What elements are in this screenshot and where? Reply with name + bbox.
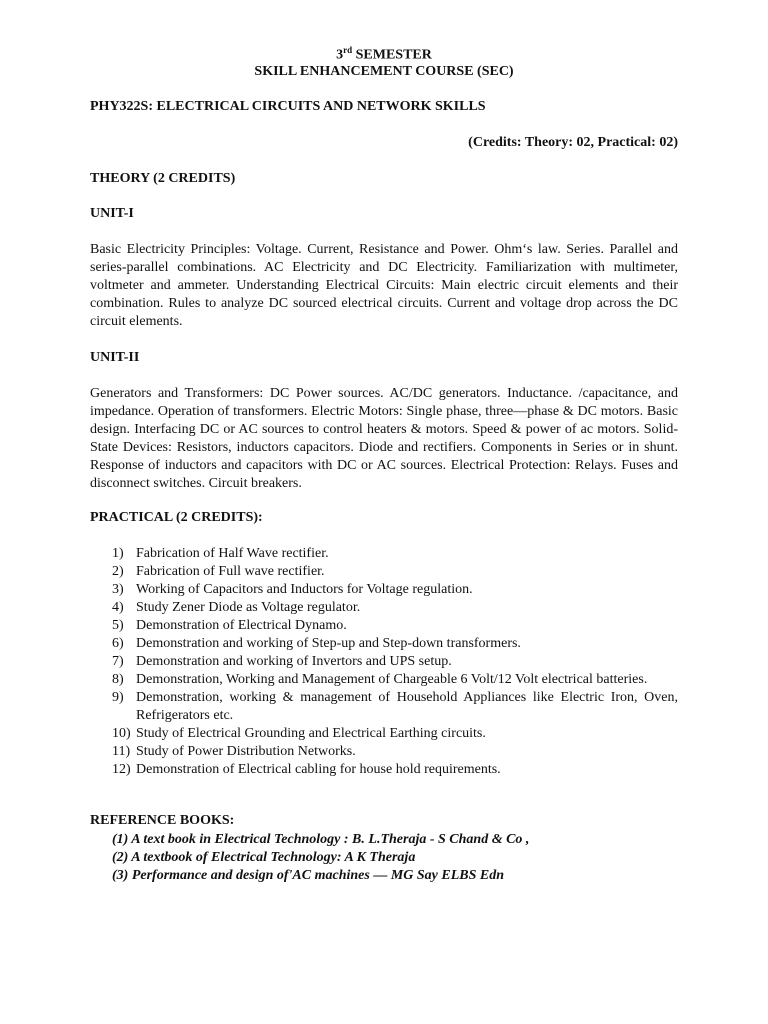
- credits-line: (Credits: Theory: 02, Practical: 02): [468, 135, 678, 150]
- semester-number: 3: [336, 47, 344, 63]
- reference-item: (2) A textbook of Electrical Technology: A K Theraja: [112, 850, 416, 865]
- list-item: 10) Study of Electrical Grounding and Electrical Earthing circuits.: [112, 726, 486, 741]
- unit-1-heading: UNIT-I: [90, 206, 134, 221]
- references-heading: REFERENCE BOOKS:: [90, 813, 235, 828]
- reference-list: [112, 831, 678, 885]
- list-item: 1) Fabrication of Half Wave rectifier.: [112, 546, 329, 561]
- list-item: 8) Demonstration, Working and Management of Chargeable 6 Volt/12 Volt electrical batteries.: [112, 672, 648, 687]
- unit-1-text: Basic Electricity Principles: Voltage. Current, Resistance and Power. Ohm‘s law. Series. Parallel and series-parallel combinations. AC Electricity and DC Electricity. Familiarization with multimeter, voltmeter and ammeter. Understanding Electrical Circuits: Main electric circuit elements and their combination. Rules to analyze DC sourced electrical circuits. Current and voltage drop across the DC circuit elements.: [90, 242, 678, 329]
- list-item: 11) Study of Power Distribution Networks.: [112, 744, 356, 759]
- course-heading: SKILL ENHANCEMENT COURSE (SEC): [254, 64, 514, 79]
- list-item: 6) Demonstration and working of Step-up and Step-down transformers.: [112, 636, 521, 651]
- list-item: 4) Study Zener Diode as Voltage regulator.: [112, 600, 361, 615]
- theory-heading: THEORY (2 CREDITS): [90, 171, 236, 186]
- reference-item: (3) Performance and design of'AC machines — MG Say ELBS Edn: [112, 868, 505, 883]
- list-item: 7) Demonstration and working of Invertors and UPS setup.: [112, 654, 452, 669]
- list-item: 3) Working of Capacitors and Inductors for Voltage regulation.: [112, 582, 473, 597]
- unit-2-text: Generators and Transformers: DC Power sources. AC/DC generators. Inductance. /capacitance, and impedance. Operation of transformers. Electric Motors: Single phase, three—phase & DC motors. Basic design. Interfacing DC or AC sources to control heaters & motors. Speed & power of ac motors. Solid-State Devices: Resistors, inductors capacitors. Diode and rectifiers. Components in Series or in shunt. Response of inductors and capacitors with DC or AC sources. Electrical Protection: Relays. Fuses and disconnect switches. Circuit breakers.: [90, 386, 678, 491]
- semester-word: SEMESTER: [352, 47, 432, 63]
- paper-title: PHY322S: ELECTRICAL CIRCUITS AND NETWORK SKILLS: [90, 99, 486, 114]
- semester-heading: [90, 45, 678, 64]
- practical-list: [90, 545, 678, 779]
- list-item: 12) Demonstration of Electrical cabling for house hold requirements.: [112, 762, 501, 777]
- list-item: 9) Demonstration, working & management of Household Appliances like Electric Iron, Oven, Refrigerators etc.: [112, 690, 678, 723]
- practical-heading: PRACTICAL (2 CREDITS):: [90, 510, 263, 525]
- unit-2-heading: UNIT-II: [90, 350, 140, 365]
- reference-item: (1) A text book in Electrical Technology : B. L.Theraja - S Chand & Co ,: [112, 832, 530, 847]
- list-item: 2) Fabrication of Full wave rectifier.: [112, 564, 325, 579]
- list-item: 5) Demonstration of Electrical Dynamo.: [112, 618, 347, 633]
- semester-ordinal: rd: [343, 45, 353, 55]
